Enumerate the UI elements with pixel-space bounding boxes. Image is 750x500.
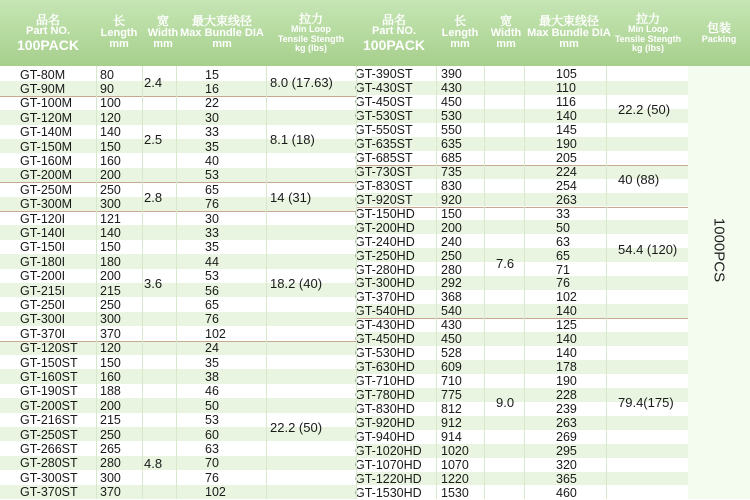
bundle-value: 35 bbox=[205, 240, 219, 255]
part-no: GT-1530HD bbox=[355, 485, 422, 500]
column-divider bbox=[266, 66, 267, 499]
bundle-value: 116 bbox=[556, 95, 576, 110]
bundle-value: 228 bbox=[556, 388, 577, 403]
length-value: 550 bbox=[441, 123, 462, 137]
bundle-value: 263 bbox=[556, 415, 577, 430]
width-value: 2.5 bbox=[144, 132, 163, 148]
column-divider bbox=[524, 66, 525, 499]
group-divider bbox=[0, 341, 356, 342]
length-value: 160 bbox=[100, 369, 121, 384]
width-value: 2.4 bbox=[144, 74, 163, 90]
part-no: GT-160M bbox=[20, 153, 73, 168]
header-length-en: Length bbox=[100, 26, 138, 39]
part-no: GT-685ST bbox=[355, 150, 413, 165]
length-value: 292 bbox=[441, 276, 462, 291]
bundle-value: 102 bbox=[205, 485, 226, 500]
column-divider bbox=[484, 66, 485, 499]
length-value: 370 bbox=[100, 326, 121, 341]
bundle-value: 53 bbox=[205, 168, 219, 183]
part-no: GT-200I bbox=[20, 269, 66, 284]
header-width-zh: 宽 bbox=[156, 14, 169, 29]
part-no: GT-90M bbox=[20, 81, 66, 96]
part-no: GT-250M bbox=[20, 182, 73, 197]
tensile-value: 40 (88) bbox=[618, 171, 660, 187]
length-value: 180 bbox=[100, 254, 121, 269]
group-divider bbox=[356, 165, 688, 166]
length-value: 914 bbox=[441, 429, 462, 444]
length-value: 1530 bbox=[441, 485, 469, 500]
length-value: 250 bbox=[100, 182, 121, 197]
length-value: 200 bbox=[100, 398, 121, 413]
part-no: GT-300ST bbox=[20, 470, 78, 485]
bundle-value: 53 bbox=[205, 413, 219, 428]
length-value: 450 bbox=[441, 332, 462, 347]
length-value: 200 bbox=[100, 269, 121, 284]
bundle-value: 16 bbox=[205, 81, 219, 96]
length-value: 830 bbox=[441, 178, 462, 193]
header-packing-zh: 包装 bbox=[706, 20, 731, 35]
packing-value: 1000PCS bbox=[710, 217, 728, 283]
length-value: 528 bbox=[441, 346, 462, 361]
bundle-value: 33 bbox=[205, 125, 219, 140]
header-bundle-en-right: Max Bundle DIA bbox=[527, 26, 611, 39]
part-no: GT-730ST bbox=[355, 164, 413, 179]
bundle-value: 254 bbox=[556, 178, 577, 193]
bundle-value: 140 bbox=[556, 109, 577, 124]
width-value: 4.8 bbox=[144, 456, 163, 472]
part-no: GT-120I bbox=[20, 211, 66, 226]
part-no: GT-120ST bbox=[20, 341, 78, 356]
part-no: GT-450HD bbox=[355, 332, 415, 347]
bundle-value: 65 bbox=[205, 182, 219, 197]
header-part-pack-right: 100PACK bbox=[363, 36, 425, 53]
part-no: GT-540HD bbox=[355, 304, 415, 319]
part-no: GT-300M bbox=[20, 197, 73, 212]
length-value: 150 bbox=[100, 355, 121, 370]
bundle-value: 105 bbox=[556, 67, 577, 82]
bundle-value: 190 bbox=[556, 136, 577, 151]
part-no: GT-550ST bbox=[355, 123, 413, 137]
bundle-value: 70 bbox=[205, 456, 219, 471]
part-no: GT-280ST bbox=[20, 456, 78, 471]
bundle-value: 224 bbox=[556, 164, 577, 179]
bundle-value: 24 bbox=[205, 341, 219, 356]
bundle-value: 65 bbox=[205, 297, 219, 312]
part-no: GT-920ST bbox=[355, 192, 413, 207]
length-value: 250 bbox=[441, 248, 462, 263]
header-bundle-zh: 最大束线径 bbox=[191, 14, 252, 29]
header-part-pack: 100PACK bbox=[17, 36, 79, 53]
tensile-value: 22.2 (50) bbox=[270, 420, 323, 436]
header-bundle-unit: mm bbox=[212, 38, 232, 51]
bundle-value: 140 bbox=[556, 346, 577, 361]
bundle-value: 35 bbox=[205, 355, 219, 370]
bundle-value: 102 bbox=[205, 326, 226, 341]
header-part-no-right bbox=[352, 0, 436, 66]
part-no: GT-100M bbox=[20, 96, 73, 111]
bundle-value: 76 bbox=[205, 470, 219, 485]
header-bundle-right bbox=[524, 0, 614, 66]
length-value: 80 bbox=[100, 67, 114, 82]
tensile-value: 79.4(175) bbox=[618, 395, 674, 411]
group-divider bbox=[356, 207, 688, 208]
bundle-value: 125 bbox=[556, 318, 577, 333]
header-tensile bbox=[266, 0, 356, 66]
length-value: 370 bbox=[100, 485, 121, 500]
length-value: 390 bbox=[441, 67, 462, 82]
header-width-en: Width bbox=[147, 26, 179, 39]
header-length-unit-right: mm bbox=[450, 38, 470, 51]
bundle-value: 239 bbox=[556, 402, 577, 416]
bundle-value: 110 bbox=[556, 81, 576, 96]
header-width-right bbox=[484, 0, 528, 66]
column-divider bbox=[356, 66, 357, 499]
part-no: GT-430HD bbox=[355, 318, 415, 333]
bundle-value: 44 bbox=[205, 254, 219, 269]
bundle-value: 30 bbox=[205, 211, 219, 226]
length-value: 250 bbox=[100, 427, 121, 442]
bundle-value: 320 bbox=[556, 457, 577, 472]
group-divider bbox=[0, 96, 356, 97]
length-value: 265 bbox=[100, 441, 121, 456]
bundle-value: 460 bbox=[556, 485, 577, 500]
part-no: GT-240HD bbox=[355, 234, 415, 249]
length-value: 735 bbox=[441, 164, 462, 179]
header-width-unit-right: mm bbox=[496, 38, 516, 51]
bundle-value: 269 bbox=[556, 429, 577, 444]
part-no: GT-1020HD bbox=[355, 443, 422, 458]
part-no: GT-530HD bbox=[355, 346, 415, 361]
header-bundle bbox=[176, 0, 268, 66]
length-value: 430 bbox=[441, 81, 462, 96]
length-value: 140 bbox=[100, 125, 121, 140]
group-divider bbox=[356, 318, 688, 319]
column-divider bbox=[142, 66, 143, 499]
bundle-value: 76 bbox=[205, 197, 219, 212]
length-value: 160 bbox=[100, 153, 121, 168]
part-no: GT-280HD bbox=[355, 262, 415, 277]
part-no: GT-830ST bbox=[355, 178, 413, 193]
length-value: 300 bbox=[100, 312, 121, 327]
bundle-value: 30 bbox=[205, 110, 219, 125]
part-no: GT-780HD bbox=[355, 388, 415, 403]
length-value: 90 bbox=[100, 81, 114, 96]
bundle-value: 76 bbox=[205, 312, 219, 327]
part-no: GT-150HD bbox=[355, 206, 415, 221]
bundle-value: 22 bbox=[205, 96, 219, 111]
part-no: GT-200ST bbox=[20, 398, 78, 413]
part-no: GT-830HD bbox=[355, 402, 415, 416]
part-no: GT-450ST bbox=[355, 95, 413, 110]
header-tensile-zh: 拉力 bbox=[298, 11, 323, 26]
length-value: 635 bbox=[441, 136, 462, 151]
length-value: 912 bbox=[441, 415, 462, 430]
length-value: 280 bbox=[100, 456, 121, 471]
header-tensile-en1-right: Min Loop bbox=[628, 24, 668, 35]
length-value: 1070 bbox=[441, 457, 469, 472]
bundle-value: 140 bbox=[556, 304, 577, 319]
tensile-value: 22.2 (50) bbox=[618, 102, 671, 118]
length-value: 1020 bbox=[441, 443, 469, 458]
bundle-value: 38 bbox=[205, 369, 219, 384]
part-no: GT-250ST bbox=[20, 427, 78, 442]
header-tensile-unit: kg (lbs) bbox=[294, 43, 327, 54]
part-no: GT-250I bbox=[20, 297, 66, 312]
width-value: 2.8 bbox=[144, 189, 163, 205]
header-part-en: Part NO. bbox=[25, 25, 70, 38]
header-tensile-right bbox=[606, 0, 690, 66]
bundle-value: 53 bbox=[205, 269, 219, 284]
column-divider bbox=[96, 66, 97, 499]
bundle-value: 63 bbox=[556, 234, 570, 249]
length-value: 609 bbox=[441, 360, 462, 375]
width-value: 3.6 bbox=[144, 276, 163, 292]
length-value: 150 bbox=[100, 240, 121, 255]
bundle-value: 40 bbox=[205, 153, 219, 168]
part-no: GT-300I bbox=[20, 312, 66, 327]
part-no: GT-80M bbox=[20, 67, 66, 82]
header-width-unit: mm bbox=[153, 38, 173, 51]
part-no: GT-190ST bbox=[20, 384, 78, 399]
part-no: GT-430ST bbox=[355, 81, 413, 96]
part-no: GT-370I bbox=[20, 326, 66, 341]
header-width-en-right: Width bbox=[490, 26, 522, 39]
header-tensile-en2: Tensile Stength bbox=[277, 33, 345, 44]
bundle-value: 60 bbox=[205, 427, 219, 442]
header-length-right bbox=[436, 0, 484, 66]
bundle-value: 50 bbox=[556, 220, 570, 235]
column-divider bbox=[436, 66, 437, 499]
part-no: GT-140I bbox=[20, 225, 66, 240]
header-part-zh-right: 品名 bbox=[381, 12, 406, 27]
table-header bbox=[0, 0, 750, 66]
part-no: GT-390ST bbox=[355, 67, 413, 82]
length-value: 300 bbox=[100, 470, 121, 485]
length-value: 200 bbox=[100, 168, 121, 183]
bundle-value: 190 bbox=[556, 374, 577, 389]
bundle-value: 102 bbox=[556, 290, 577, 305]
bundle-value: 295 bbox=[556, 443, 577, 458]
group-divider bbox=[0, 182, 356, 183]
length-value: 300 bbox=[100, 197, 121, 212]
group-divider bbox=[0, 211, 356, 212]
bundle-value: 15 bbox=[205, 67, 219, 82]
bundle-value: 65 bbox=[556, 248, 570, 263]
header-length-zh: 长 bbox=[112, 14, 125, 29]
bundle-value: 205 bbox=[556, 150, 577, 165]
bundle-value: 56 bbox=[205, 283, 219, 298]
tensile-value: 8.1 (18) bbox=[270, 132, 315, 148]
length-value: 920 bbox=[441, 192, 462, 207]
header-bundle-zh-right: 最大束线径 bbox=[538, 14, 599, 29]
part-no: GT-710HD bbox=[355, 374, 415, 389]
header-tensile-en1: Min Loop bbox=[291, 24, 331, 35]
part-no: GT-120M bbox=[20, 110, 73, 125]
length-value: 368 bbox=[441, 290, 462, 305]
part-no: GT-1070HD bbox=[355, 457, 422, 472]
length-value: 120 bbox=[100, 110, 121, 125]
header-packing bbox=[688, 0, 750, 66]
part-no: GT-200M bbox=[20, 168, 73, 183]
bundle-value: 35 bbox=[205, 139, 219, 154]
tensile-value: 14 (31) bbox=[270, 189, 312, 205]
bundle-value: 46 bbox=[205, 384, 219, 399]
length-value: 150 bbox=[441, 206, 462, 221]
bundle-value: 63 bbox=[205, 441, 219, 456]
part-no: GT-215I bbox=[20, 283, 66, 298]
part-no: GT-150I bbox=[20, 240, 66, 255]
length-value: 150 bbox=[100, 139, 121, 154]
part-no: GT-300HD bbox=[355, 276, 415, 291]
length-value: 1220 bbox=[441, 471, 469, 486]
header-length-unit: mm bbox=[109, 38, 129, 51]
tensile-value: 8.0 (17.63) bbox=[270, 74, 333, 90]
length-value: 280 bbox=[441, 262, 462, 277]
part-no: GT-635ST bbox=[355, 136, 413, 151]
header-part-en-right: Part NO. bbox=[371, 25, 416, 38]
part-no: GT-250HD bbox=[355, 248, 415, 263]
header-bundle-unit-right: mm bbox=[559, 38, 579, 51]
bundle-value: 50 bbox=[205, 398, 219, 413]
length-value: 775 bbox=[441, 388, 462, 403]
length-value: 812 bbox=[441, 402, 462, 416]
length-value: 540 bbox=[441, 304, 462, 319]
bundle-value: 178 bbox=[556, 360, 577, 375]
part-no: GT-370ST bbox=[20, 485, 78, 500]
header-length-en-right: Length bbox=[441, 26, 479, 39]
part-no: GT-920HD bbox=[355, 415, 415, 430]
length-value: 140 bbox=[100, 225, 121, 240]
bundle-value: 263 bbox=[556, 192, 577, 207]
header-tensile-unit-right: kg (lbs) bbox=[631, 43, 664, 54]
length-value: 250 bbox=[100, 297, 121, 312]
length-value: 120 bbox=[100, 341, 121, 356]
bundle-value: 140 bbox=[556, 332, 577, 347]
header-length-zh-right: 长 bbox=[453, 14, 466, 29]
column-divider bbox=[176, 66, 177, 499]
header-width-zh-right: 宽 bbox=[499, 14, 512, 29]
part-no: GT-200HD bbox=[355, 220, 415, 235]
tensile-value: 54.4 (120) bbox=[618, 241, 678, 257]
length-value: 530 bbox=[441, 109, 462, 124]
bundle-value: 145 bbox=[556, 123, 577, 137]
header-tensile-en2-right: Tensile Stength bbox=[614, 33, 682, 44]
header-bundle-en: Max Bundle DIA bbox=[180, 26, 264, 39]
bundle-value: 33 bbox=[205, 225, 219, 240]
length-value: 188 bbox=[100, 384, 121, 399]
length-value: 685 bbox=[441, 150, 462, 165]
length-value: 200 bbox=[441, 220, 462, 235]
header-packing-en: Packing bbox=[701, 33, 737, 44]
part-no: GT-530ST bbox=[355, 109, 413, 124]
part-no: GT-940HD bbox=[355, 429, 415, 444]
bundle-value: 365 bbox=[556, 471, 577, 486]
bundle-value: 71 bbox=[556, 262, 570, 277]
bundle-value: 76 bbox=[556, 276, 570, 291]
length-value: 450 bbox=[441, 95, 462, 110]
part-no: GT-216ST bbox=[20, 413, 78, 428]
header-tensile-zh-right: 拉力 bbox=[635, 11, 660, 26]
part-no: GT-630HD bbox=[355, 360, 415, 375]
tensile-value: 18.2 (40) bbox=[270, 276, 323, 292]
part-no: GT-266ST bbox=[20, 441, 78, 456]
part-no: GT-140M bbox=[20, 125, 73, 140]
part-no: GT-370HD bbox=[355, 290, 415, 305]
length-value: 121 bbox=[100, 211, 121, 226]
packing-column bbox=[688, 66, 750, 499]
part-no: GT-1220HD bbox=[355, 471, 422, 486]
part-no: GT-150M bbox=[20, 139, 73, 154]
length-value: 215 bbox=[100, 413, 121, 428]
width-value: 9.0 bbox=[496, 395, 515, 411]
column-divider bbox=[606, 66, 607, 499]
part-no: GT-180I bbox=[20, 254, 66, 269]
part-no: GT-150ST bbox=[20, 355, 78, 370]
length-value: 430 bbox=[441, 318, 462, 333]
length-value: 710 bbox=[441, 374, 462, 389]
length-value: 240 bbox=[441, 234, 462, 249]
length-value: 100 bbox=[100, 96, 121, 111]
header-part-zh: 品名 bbox=[35, 12, 60, 27]
header-part-no bbox=[0, 0, 96, 66]
bundle-value: 33 bbox=[556, 206, 570, 221]
part-no: GT-160ST bbox=[20, 369, 78, 384]
width-value: 7.6 bbox=[496, 255, 515, 271]
header-length bbox=[96, 0, 142, 66]
length-value: 215 bbox=[100, 283, 121, 298]
